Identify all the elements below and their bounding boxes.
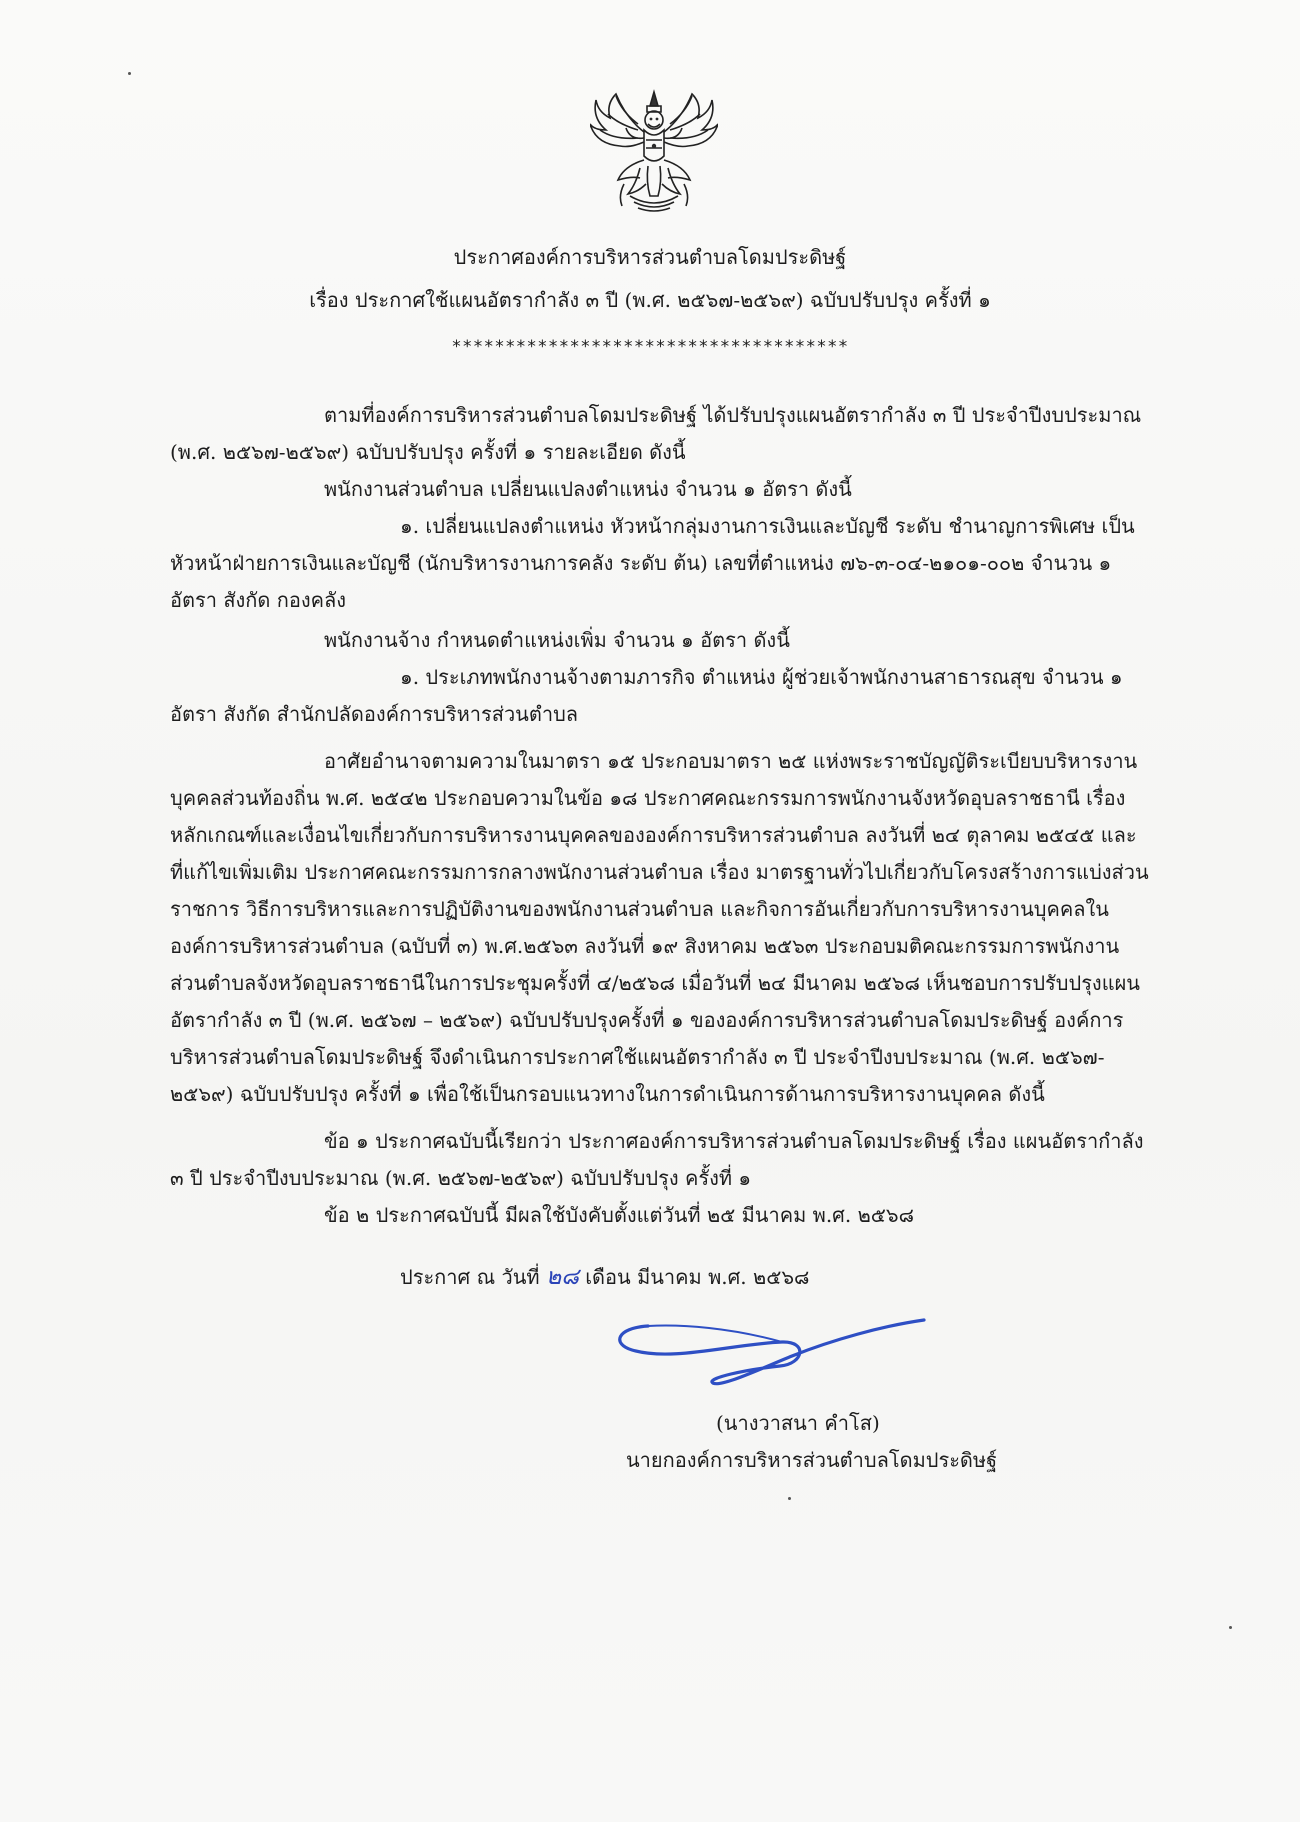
body-line: บุคคลส่วนท้องถิ่น พ.ศ. ๒๕๔๒ ประกอบความในข้อ ๑๘ ประกาศคณะกรรมการพนักงานจังหวัดอุบลราชธานี เรื่อง [170, 786, 1126, 810]
paper-speck [1229, 1626, 1232, 1629]
dateline-prefix: ประกาศ ณ วันที่ [400, 1265, 540, 1289]
body-line: หัวหน้าฝ่ายการเงินและบัญชี (นักบริหารงานการคลัง ระดับ ต้น) เลขที่ตำแหน่ง ๗๖-๓-๐๔-๒๑๐๑-๐๐๒ จำนวน ๑ [170, 551, 1112, 575]
body-line: (พ.ศ. ๒๕๖๗-๒๕๖๙) ฉบับปรับปรุง ครั้งที่ ๑ รายละเอียด ดังนี้ [170, 440, 686, 464]
body-line: อัตรา สังกัด กองคลัง [170, 588, 347, 612]
signatory-name: (นางวาสนา คำโส) [716, 1411, 880, 1435]
body-line: ราชการ วิธีการบริหารและการปฏิบัติงานของพนักงานส่วนตำบล และกิจการอันเกี่ยวกับการบริหารงานบุคคลใน [170, 897, 1109, 921]
body-line: ข้อ ๒ ประกาศฉบับนี้ มีผลใช้บังคับตั้งแต่วันที่ ๒๕ มีนาคม พ.ศ. ๒๕๖๘ [324, 1203, 915, 1227]
paper-speck [128, 72, 131, 75]
signatory-position: นายกองค์การบริหารส่วนตำบลโดมประดิษฐ์ [626, 1448, 998, 1472]
body-line: ตามที่องค์การบริหารส่วนตำบลโดมประดิษฐ์ ได้ปรับปรุงแผนอัตรากำลัง ๓ ปี ประจำปีงบประมาณ [324, 403, 1142, 427]
body-line: พนักงานจ้าง กำหนดตำแหน่งเพิ่ม จำนวน ๑ อัตรา ดังนี้ [324, 628, 790, 652]
announcement-subject: เรื่อง ประกาศใช้แผนอัตรากำลัง ๓ ปี (พ.ศ. ๒๕๖๗-๒๕๖๙) ฉบับปรับปรุง ครั้งที่ ๑ [309, 288, 991, 312]
body-line: องค์การบริหารส่วนตำบล (ฉบับที่ ๓) พ.ศ.๒๕๖๓ ลงวันที่ ๑๙ สิงหาคม ๒๕๖๓ ประกอบมติคณะกรรมการพนักงาน [170, 934, 1120, 958]
body-line: ๒๕๖๙) ฉบับปรับปรุง ครั้งที่ ๑ เพื่อใช้เป็นกรอบแนวทางในการดำเนินการด้านการบริหารงานบุคคล ดังนี้ [170, 1082, 1045, 1106]
body-line: ๓ ปี ประจำปีงบประมาณ (พ.ศ. ๒๕๖๗-๒๕๖๙) ฉบับปรับปรุง ครั้งที่ ๑ [170, 1166, 752, 1190]
body-line: ส่วนตำบลจังหวัดอุบลราชธานีในการประชุมครั้งที่ ๔/๒๕๖๘ เมื่อวันที่ ๒๔ มีนาคม ๒๕๖๘ เห็นชอบการปรับปรุงแผน [170, 971, 1140, 995]
body-line: อัตรากำลัง ๓ ปี (พ.ศ. ๒๕๖๗ – ๒๕๖๙) ฉบับปรับปรุงครั้งที่ ๑ ขององค์การบริหารส่วนตำบลโดมประดิษฐ์ องค์การ [170, 1008, 1124, 1032]
signature-mark [612, 1316, 932, 1394]
body-line: พนักงานส่วนตำบล เปลี่ยนแปลงตำแหน่ง จำนวน ๑ อัตรา ดังนี้ [324, 477, 852, 501]
body-line: บริหารส่วนตำบลโดมประดิษฐ์ จึงดำเนินการประกาศใช้แผนอัตรากำลัง ๓ ปี ประจำปีงบประมาณ (พ.ศ. ๒๕๖๗- [170, 1045, 1105, 1069]
dateline-suffix: เดือน มีนาคม พ.ศ. ๒๕๖๘ [585, 1265, 810, 1289]
body-line: หลักเกณฑ์และเงื่อนไขเกี่ยวกับการบริหารงานบุคคลขององค์การบริหารส่วนตำบล ลงวันที่ ๒๔ ตุลาคม ๒๕๔๕ และ [170, 823, 1137, 847]
dateline-day-handwritten: ๒๘ [545, 1264, 579, 1290]
body-line: ข้อ ๑ ประกาศฉบับนี้เรียกว่า ประกาศองค์การบริหารส่วนตำบลโดมประดิษฐ์ เรื่อง แผนอัตรากำลัง [324, 1129, 1144, 1153]
announcement-title: ประกาศองค์การบริหารส่วนตำบลโดมประดิษฐ์ [453, 245, 847, 269]
paper-speck [788, 1497, 791, 1500]
body-line: ที่แก้ไขเพิ่มเติม ประกาศคณะกรรมการกลางพนักงานส่วนตำบล เรื่อง มาตรฐานทั่วไปเกี่ยวกับโครงสร้างการแบ่งส่วน [170, 860, 1149, 884]
garuda-emblem-icon [590, 84, 718, 216]
body-line: อัตรา สังกัด สำนักปลัดองค์การบริหารส่วนตำบล [170, 702, 579, 726]
separator-stars: ************************************* [451, 337, 849, 357]
body-line: ๑. เปลี่ยนแปลงตำแหน่ง หัวหน้ากลุ่มงานการเงินและบัญชี ระดับ ชำนาญการพิเศษ เป็น [400, 514, 1135, 538]
body-line: ๑. ประเภทพนักงานจ้างตามภารกิจ ตำแหน่ง ผู้ช่วยเจ้าพนักงานสาธารณสุข จำนวน ๑ [400, 665, 1123, 689]
dateline [400, 1264, 809, 1290]
body-line: อาศัยอำนาจตามความในมาตรา ๑๕ ประกอบมาตรา ๒๕ แห่งพระราชบัญญัติระเบียบบริหารงาน [324, 749, 1138, 773]
